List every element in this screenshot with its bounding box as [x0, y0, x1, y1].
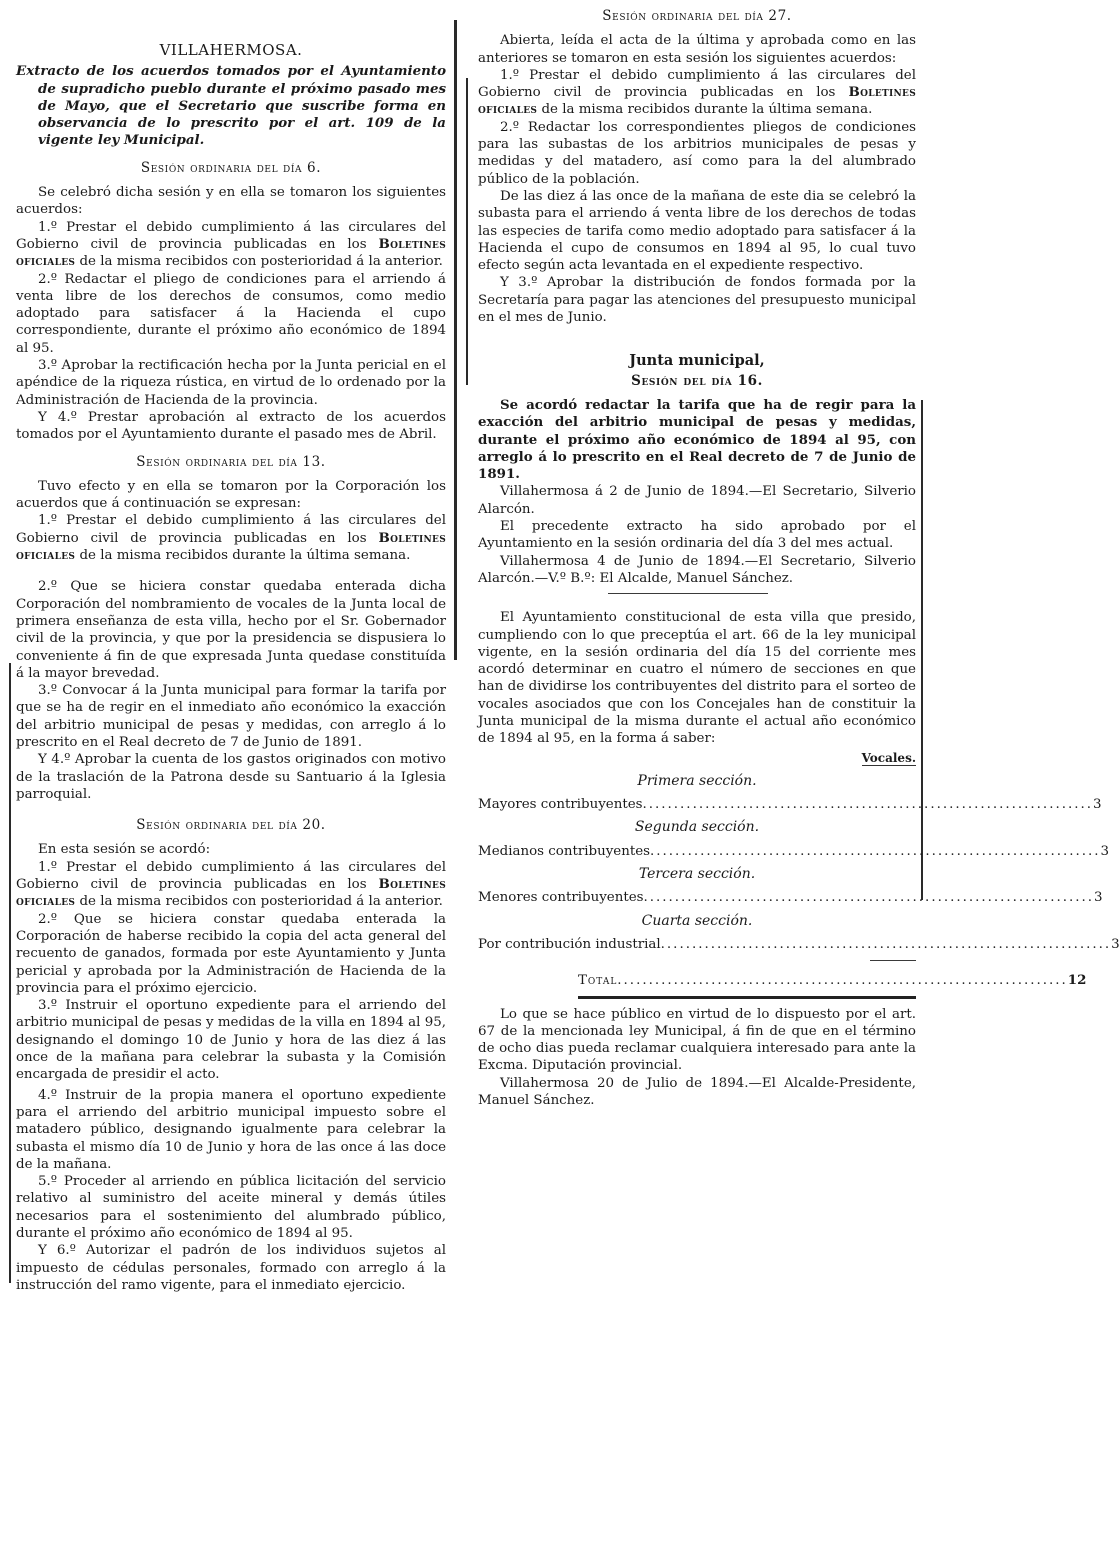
section-title: Primera sección. [637, 772, 757, 789]
notice-closing: Lo que se hace público en virtud de lo dispuesto por el art. 67 de la mencionada ley Municipal, á fin de que en el término de ocho dias pueda reclamar cualquiera interesado para ante la Excma. Diputación provincial. [478, 1006, 916, 1074]
notice-body: El Ayuntamiento constitucional de esta villa que presido, cumpliendo con lo que preceptúa el art. 66 de la ley municipal vigente, en la sesión ordinaria del día 15 del corriente mes acordó determinar en cuatro el número de secciones en que han de dividirse los contribuyentes del distrito para el sorteo de vocales asociados que con los Concejales han de constituir la Junta municipal de la misma durante el actual año económico de 1894 al 95, en la forma á saber: [478, 610, 916, 747]
total-value: 12 [1067, 972, 1087, 989]
junta-session-heading: Sesión del día 16. [631, 372, 763, 389]
session-13-item-1 [16, 512, 446, 564]
notice-signature: Villahermosa 20 de Julio de 1894.—El Alcalde-Presidente, Manuel Sánchez. [478, 1075, 916, 1109]
leader-dots: ........................................................................ [650, 843, 1101, 859]
subtotal-rule [870, 960, 916, 961]
item-text: de la misma recibidos con posterioridad á la anterior. [75, 894, 443, 910]
session-13-item-2: 2.º Que se hiciera constar quedaba enterada dicha Corporación del nombramiento de vocales de la Junta local de primera enseñanza de esta villa, hecho por el Sr. Gobernador civil de la provincia, y que por la presidencia se dispusiera lo conveniente á fin de que expresada Junta quedase constituída á la mayor brevedad. [16, 579, 446, 681]
boletines-oficiales: Boletines oficiales [16, 235, 446, 270]
session-20-item-6: Y 6.º Autorizar el padrón de los individuos sujetos al impuesto de cédulas personales, formado con arreglo á la instrucción del ramo vigente, para el inmediato ejercicio. [16, 1243, 446, 1293]
session-20-heading: Sesión ordinaria del día 20. [136, 817, 326, 834]
session-6-item-2: 2.º Redactar el pliego de condiciones para el arriendo á venta libre de los derechos de consumos, como medio adoptado para satisfacer á la Hacienda el cupo correspondiente, durante el próximo año económico de 1894 al 95. [16, 271, 446, 356]
session-20-item-2: 2.º Que se hiciera constar quedaba enterada la Corporación de haberse recibido la copia del acta general del recuento de ganados, formada por este Ayuntamiento y Junta pericial y aprobada por la Administración de Hacienda de la provincia para el próximo ejercicio. [16, 911, 446, 996]
leader-dots: ........................................................................ [660, 936, 1112, 952]
session-20-item-4: 4.º Instruir de la propia manera el oportuno expediente para el arriendo del arbitrio municipal impuesto sobre el matadero público, designando igualmente para celebrar la subasta el mismo día 10 de Junio y hora de las once á las doce de la mañana. [16, 1087, 446, 1172]
subtotal-rule-wrap [478, 956, 916, 962]
item-text: 1.º Prestar el debido cumplimiento á las circulares del Gobierno civil de provincia publicadas en los [16, 513, 446, 546]
separator-wrap [478, 587, 916, 599]
sections-table [478, 772, 1120, 1006]
session-6-item-4: Y 4.º Prestar aprobación al extracto de los acuerdos tomados por el Ayuntamiento durante el pasado mes de Abril. [16, 409, 446, 443]
section-value: 3 [1100, 843, 1110, 859]
session-27-item-1 [478, 67, 916, 119]
section-label: Menores contribuyentes [478, 890, 644, 906]
right-column [478, 8, 1120, 1109]
session-20-item-1 [16, 859, 446, 911]
session-27-intro: Abierta, leída el acta de la última y aprobada como en las anteriores se tomaron en esta sesión los siguientes acuerdos: [478, 33, 916, 66]
junta-signature-1: Villahermosa á 2 de Junio de 1894.—El Secretario, Silverio Alarcón. [478, 484, 916, 517]
spacer [478, 326, 916, 350]
section-title: Cuarta sección. [641, 912, 753, 929]
session-13-item-3: 3.º Convocar á la Junta municipal para formar la tarifa por que se ha de regir en el inmediato año económico la exacción del arbitrio municipal de pesas y medidas, con arreglo á lo prescrito en el Real decreto de 7 de Junio de 1891. [16, 683, 446, 750]
vocales-label: Vocales. [861, 750, 916, 765]
total-rule [578, 996, 916, 999]
boletines-oficiales: Boletines oficiales [16, 529, 446, 564]
left-column [16, 42, 446, 1294]
section-row [478, 936, 1120, 953]
boletines-oficiales: Boletines oficiales [16, 876, 446, 910]
item-text: 1.º Prestar el debido cumplimiento á las circulares del Gobierno civil de provincia publicadas en los [478, 67, 916, 101]
article-title: VILLAHERMOSA. [159, 41, 303, 59]
total-rule-wrap [478, 990, 916, 1006]
session-20-item-3: 3.º Instruir el oportuno expediente para el arriendo del arbitrio municipal de pesas y medidas de la villa en 1894 al 95, designando el domingo 10 de Junio y hora de las diez á las once de la mañana para celebrar la subasta y la Comisión encargada de presidir el acto. [16, 998, 446, 1083]
section-row [478, 796, 1102, 813]
spacer [478, 599, 916, 609]
section-value: 3 [1092, 797, 1102, 813]
column-rule-top-left [454, 20, 457, 660]
total-row [478, 972, 1087, 989]
section-value: 3 [1093, 890, 1103, 906]
section-title: Segunda sección. [634, 819, 760, 836]
section-separator [608, 593, 768, 594]
session-13-item-4: Y 4.º Aprobar la cuenta de los gastos originados con motivo de la traslación de la Patrona desde su Santuario á la Iglesia parroquial. [16, 752, 446, 802]
item-text: de la misma recibidos con posterioridad á la anterior. [75, 254, 443, 270]
junta-body: Se acordó redactar la tarifa que ha de regir para la exacción del arbitrio municipal de pesas y medidas, durante el próximo año económico de 1894 al 95, con arreglo á lo prescrito en el Real decreto de 7 de Junio de 1891. [478, 396, 916, 483]
section-row [478, 843, 1110, 860]
section-value: 3 [1111, 936, 1120, 952]
item-text: 1.º Prestar el debido cumplimiento á las circulares del Gobierno civil de provincia publicadas en los [16, 219, 446, 252]
session-6-heading: Sesión ordinaria del día 6. [140, 159, 322, 176]
session-27-heading: Sesión ordinaria del día 27. [602, 8, 792, 24]
column-rule-right-mid [921, 400, 923, 900]
spacer [16, 564, 446, 578]
section-label: Mayores contribuyentes [478, 797, 643, 813]
session-6-item-3: 3.º Aprobar la rectificación hecha por la Junta pericial en el apéndice de la riqueza rústica, en virtud de lo ordenado por la Administración de Hacienda de la provincia. [16, 358, 446, 408]
vocales-column-header [478, 750, 916, 767]
session-6-intro: Se celebró dicha sesión y en ella se tomaron los siguientes acuerdos: [16, 185, 446, 218]
session-27-item-2: 2.º Redactar los correspondientes pliegos de condiciones para las subastas de los arbitrios municipales de pesas y medidas y del matadero, así como para la del alumbrado público de la población. [478, 119, 916, 187]
item-text: de la misma recibidos durante la última semana. [537, 102, 873, 118]
item-text: de la misma recibidos durante la última semana. [75, 548, 411, 564]
junta-approval: El precedente extracto ha sido aprobado por el Ayuntamiento en la sesión ordinaria del día 3 del mes actual. [478, 519, 916, 552]
item-text: 1.º Prestar el debido cumplimiento á las circulares del Gobierno civil de provincia publicadas en los [16, 859, 446, 893]
leader-dots: ........................................................................ [642, 797, 1093, 813]
session-13-heading: Sesión ordinaria del día 13. [136, 453, 326, 470]
column-rule-left-lower [9, 663, 11, 1283]
session-6-item-1 [16, 219, 446, 271]
session-13-intro: Tuvo efecto y en ella se tomaron por la Corporación los acuerdos que á continuación se expresan: [16, 478, 446, 512]
junta-municipal-title: Junta municipal, [629, 352, 765, 370]
session-20-item-5: 5.º Proceder al arriendo en pública licitación del servicio relativo al suministro del aceite mineral y demás útiles necesarios para el sostenimiento del alumbrado público, durante el próximo año económico de 1894 al 95. [16, 1174, 446, 1241]
session-27-paragraph-3: De las diez á las once de la mañana de este dia se celebró la subasta para el arriendo á venta libre de los derechos de todas las especies de tarifa como medio adoptado para satisfacer á la Hacienda el cupo de consumos en 1894 al 95, lo cual tuvo efecto según acta levantada en el expediente respectivo. [478, 188, 916, 274]
junta-signature-2: Villahermosa 4 de Junio de 1894.—El Secretario, Silverio Alarcón.—V.º B.º: El Alcalde, Manuel Sánchez. [478, 553, 916, 586]
section-label: Medianos contribuyentes [478, 843, 651, 859]
boletines-oficiales: Boletines oficiales [478, 84, 916, 118]
article-lead: Extracto de los acuerdos tomados por el Ayuntamiento de supradicho pueblo durante el próximo pasado mes de Mayo, que el Secretario que suscribe forma en observancia de lo prescrito por el art. 109 de la vigente ley Municipal. [16, 63, 446, 149]
section-row [478, 889, 1103, 906]
section-title: Tercera sección. [638, 866, 756, 883]
session-20-intro: En esta sesión se acordó: [38, 842, 211, 858]
total-label: Total [578, 973, 618, 989]
section-label: Por contribución industrial [478, 936, 661, 952]
column-rule-right-top [466, 78, 468, 385]
session-27-item-3: Y 3.º Aprobar la distribución de fondos formada por la Secretaría para pagar las atenciones del presupuesto municipal en el mes de Junio. [478, 275, 916, 326]
leader-dots: ........................................................................ [617, 973, 1068, 989]
leader-dots: ........................................................................ [643, 890, 1094, 906]
